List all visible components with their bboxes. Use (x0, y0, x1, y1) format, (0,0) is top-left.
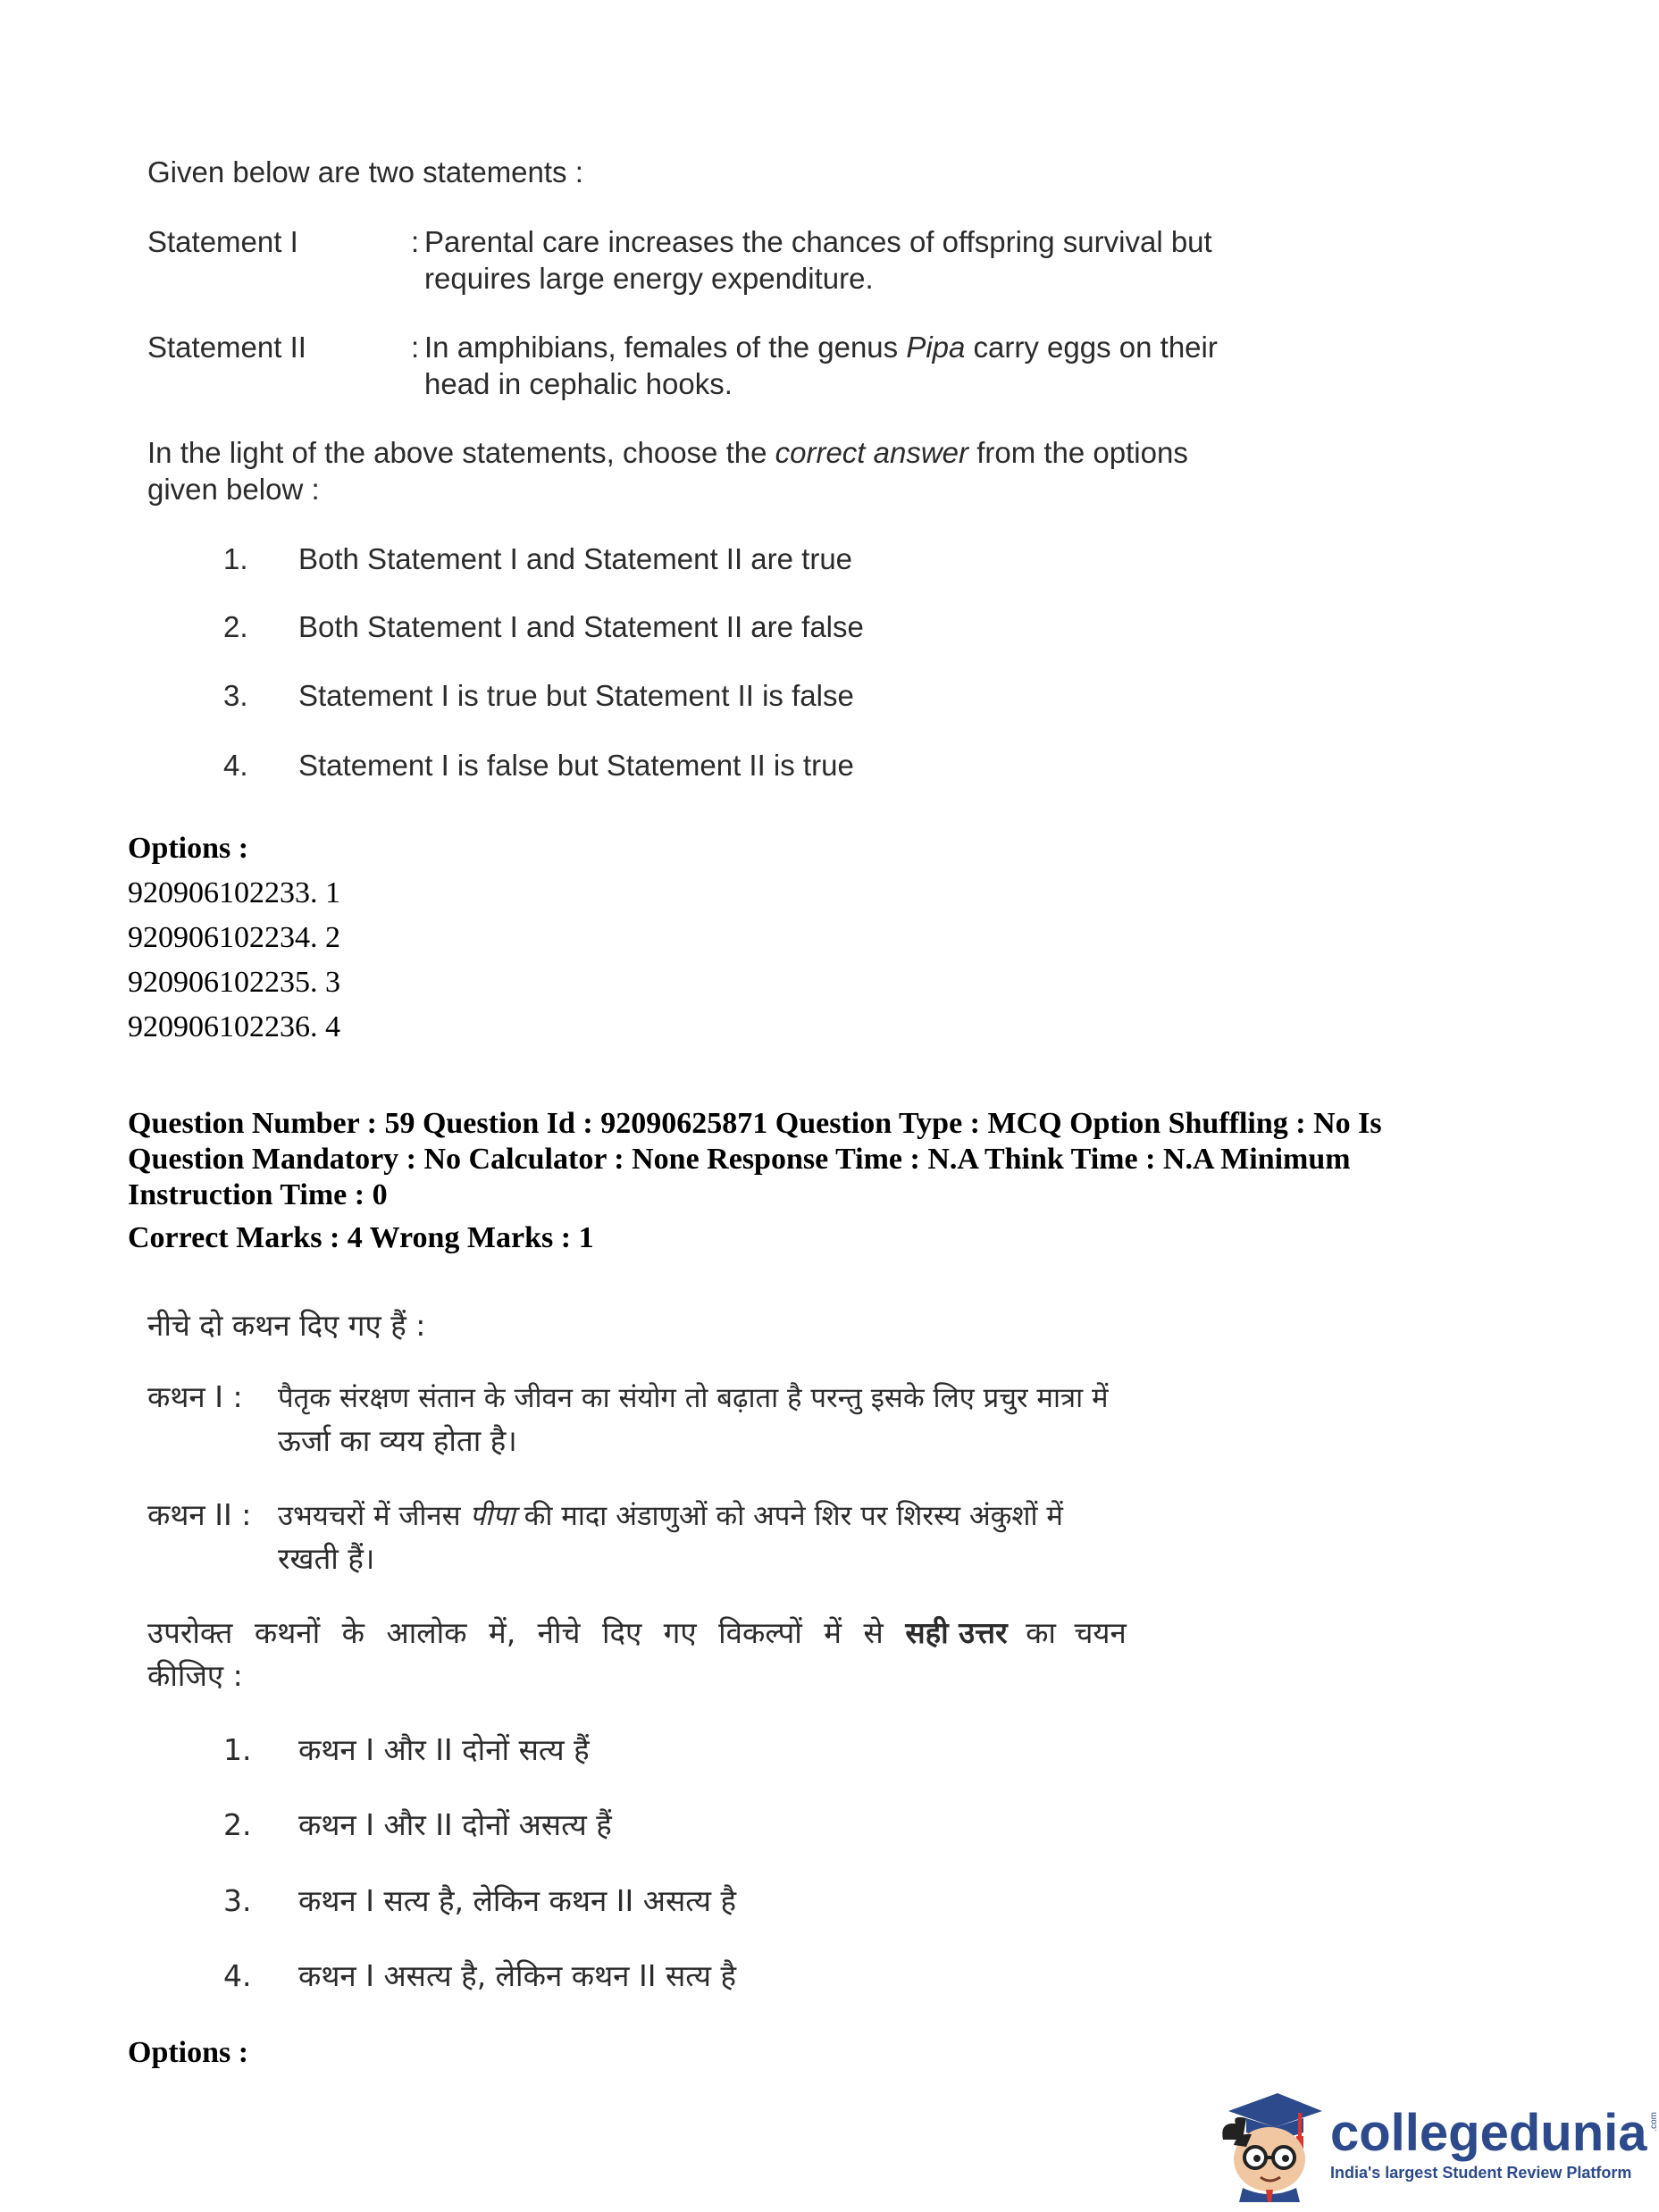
option-item: 920906102234. 2 (128, 921, 340, 954)
prompt-emphasis: correct answer (775, 436, 969, 469)
options-heading: Options : (128, 832, 249, 865)
en-statement-1 (147, 223, 1318, 297)
option-item: 920906102236. 4 (128, 1010, 340, 1043)
option-item: 920906102233. 1 (128, 876, 340, 909)
en-choices (223, 540, 864, 783)
statement-line: रखती हैं। (278, 1541, 375, 1576)
statement-line-part: carry eggs on their (965, 331, 1218, 364)
choice-text: Statement I is false but Statement II is true (298, 749, 854, 782)
choice-number: 2. (223, 1807, 252, 1842)
statement-line: ऊर्जा का व्यय होता है। (278, 1423, 517, 1458)
hi-intro: नीचे दो कथन दिए गए हैं : (147, 1308, 426, 1343)
genus-name: पीपा (469, 1500, 515, 1532)
brand-tagline: India's largest Student Review Platform (1330, 2163, 1632, 2182)
choice-number: 3. (223, 1883, 252, 1918)
choice-number: 4. (223, 749, 248, 782)
choice-number: 3. (223, 679, 248, 712)
genus-name: Pipa (906, 331, 966, 364)
hi-statement-2 (147, 1494, 1439, 1580)
brand-name: collegedunia (1330, 2103, 1647, 2162)
meta-line: Question Number : 59 Question Id : 92090625871 Question Type : MCQ Option Shuffling : No Is (128, 1107, 1382, 1140)
choice-text: Both Statement I and Statement II are false (298, 610, 864, 643)
choice-text: Both Statement I and Statement II are true (298, 542, 853, 575)
choice-text: कथन I और II दोनों सत्य हैं (298, 1732, 590, 1767)
en-intro: Given below are two statements : (147, 155, 583, 189)
statement-line-part: उभयचरों में जीनस (278, 1500, 470, 1532)
prompt-part: उपरोक्त कथनों के आलोक में, नीचे दिए गए विकल्पों में से (147, 1615, 906, 1650)
meta-line: Question Mandatory : No Calculator : None Response Time : N.A Think Time : N.A Minimum (128, 1143, 1351, 1176)
statement-text (424, 223, 1318, 297)
hi-statement-1 (147, 1376, 1439, 1462)
mascot-icon (1211, 2086, 1327, 2202)
brand-com: .com (1648, 2111, 1659, 2132)
option-item: 920906102235. 3 (128, 966, 340, 999)
choice-item (223, 540, 864, 608)
statement-label: Statement I (147, 225, 298, 258)
choice-number: 1. (223, 542, 248, 575)
brand-logo[interactable] (1211, 2086, 1659, 2202)
statement-line: head in cephalic hooks. (424, 367, 733, 400)
choice-item (223, 677, 864, 747)
choice-text: कथन I सत्य है, लेकिन कथन II असत्य है (298, 1883, 736, 1918)
choice-number: 2. (223, 610, 248, 643)
statement-colon: : (411, 225, 420, 258)
prompt-part: from the options (968, 436, 1188, 469)
choice-item (223, 747, 864, 783)
meta-line: Instruction Time : 0 (128, 1178, 388, 1211)
choice-text: कथन I और II दोनों असत्य हैं (298, 1807, 612, 1842)
prompt-emphasis: सही उत्तर (905, 1615, 1008, 1650)
prompt-part: का चयन (1007, 1615, 1127, 1650)
choice-number: 4. (223, 1958, 252, 1993)
statement-label: Statement II (147, 331, 306, 364)
statement-text (278, 1494, 1439, 1580)
prompt-part: given below : (147, 473, 320, 506)
en-statement-2 (147, 329, 1318, 402)
choice-item (223, 1729, 736, 1804)
statement-text (424, 329, 1318, 402)
brand-text (1330, 2103, 1659, 2183)
statement-line: पैतृक संरक्षण संतान के जीवन का संयोग तो बढ़ाता है परन्तु इसके लिए प्रचुर मात्रा में (278, 1382, 1109, 1414)
statement-line: Parental care increases the chances of offspring survival but (424, 225, 1212, 258)
choice-text: Statement I is true but Statement II is false (298, 679, 854, 712)
hi-prompt (147, 1612, 1327, 1697)
statement-label: कथन I : (147, 1379, 243, 1414)
statement-label: कथन II : (147, 1497, 252, 1532)
statement-line-part: In amphibians, females of the genus (424, 331, 907, 364)
choice-number: 1. (223, 1732, 252, 1767)
options-heading-2: Options : (128, 2036, 249, 2069)
statement-text (278, 1376, 1439, 1462)
prompt-part: कीजिए : (147, 1658, 243, 1693)
choice-item (223, 1804, 736, 1880)
statement-line: requires large energy expenditure. (424, 262, 874, 295)
statement-line-part: की मादा अंडाणुओं को अपने शिर पर शिरस्य अंकुशों में (515, 1500, 1063, 1532)
hi-choices (223, 1729, 736, 1998)
statement-colon: : (411, 331, 420, 364)
choice-item (223, 608, 864, 677)
choice-text: कथन I असत्य है, लेकिन कथन II सत्य है (298, 1958, 736, 1993)
question-meta (128, 1106, 1382, 1256)
choice-item (223, 1955, 736, 1998)
prompt-part: In the light of the above statements, choose the (147, 436, 775, 469)
en-prompt (147, 434, 1327, 507)
options-list (128, 871, 340, 1050)
choice-item (223, 1880, 736, 1955)
marks-line: Correct Marks : 4 Wrong Marks : 1 (128, 1221, 594, 1254)
